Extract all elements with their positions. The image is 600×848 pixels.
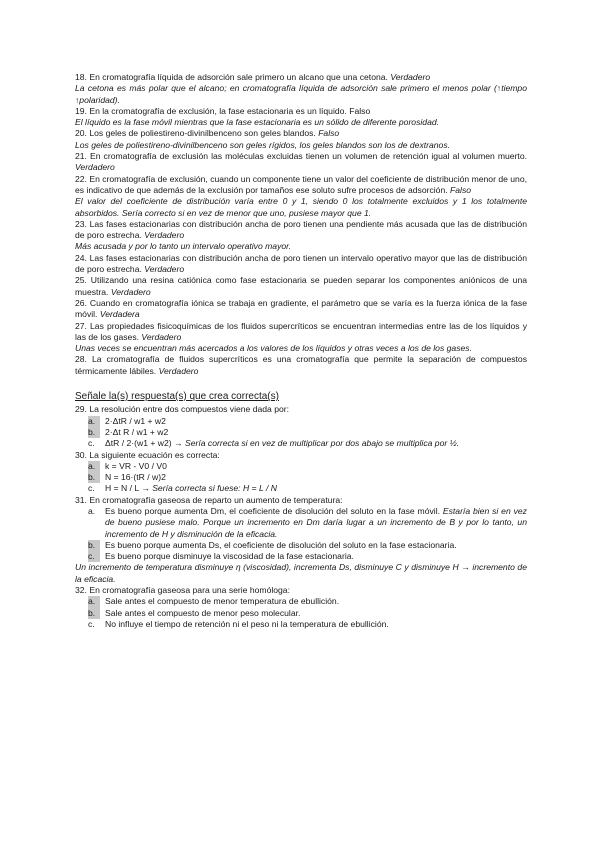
statement-19: 19. En la cromatografía de exclusión, la fase estacionaria es un líquido. Falso (75, 105, 371, 116)
option-text: Es bueno porque aumenta Ds, el coeficiente de disolución del soluto en la fase estacionaria. (105, 539, 457, 550)
option-letter: a. (88, 416, 100, 427)
note-27: Unas veces se encuentran más acercados a los valores de los líquidos y otras veces a los de los gases. (75, 343, 472, 354)
option-30-a (75, 461, 527, 472)
answer-25: Verdadero (110, 286, 151, 297)
statement-20: 20. Los geles de poliestireno-divinilbenceno son geles blandos. Falso (75, 128, 340, 139)
option-note: Estaría bien si en vez de bueno pusiese malo. Porque un incremento en Dm daría lugar a un incremento de B y por lo tanto, un incremento de H y disminución de la eficacia. (105, 505, 527, 539)
option-text: Sale antes el compuesto de menor peso molecular. (105, 607, 301, 618)
option-32-b (75, 608, 527, 619)
option-note: Sería correcta si fuese: H = L / N (152, 483, 277, 494)
option-30-c (75, 483, 527, 494)
option-text: Es bueno porque disminuye la viscosidad de la fase estacionaria. (105, 551, 354, 562)
statement-26: 26. Cuando en cromatografía iónica se trabaja en gradiente, el parámetro que se varía es la fuerza iónica de la fase móvil. Verdadera (75, 297, 527, 320)
option-letter: b. (88, 540, 100, 551)
option-text: 2·Δt R / w1 + w2 (105, 426, 169, 437)
answer-20: Falso (318, 128, 340, 139)
option-31-b (75, 540, 527, 551)
answer-26: Verdadera (99, 309, 140, 320)
option-letter: a. (88, 505, 96, 516)
option-text: k = VR - V0 / V0 (105, 460, 167, 471)
option-31-a (75, 506, 527, 540)
note-23: Más acusada y por lo tanto un intervalo operativo mayor. (75, 241, 292, 252)
option-29-c (75, 438, 527, 449)
answer-27: Verdadero (141, 331, 182, 342)
statement-24: 24. Las fases estacionarias con distribución ancha de poro tienen un intervalo operativo mayor que las de distribución de poro estrecha. Verdadero (75, 252, 527, 275)
option-text: N = 16·(tR / w)2 (105, 472, 166, 483)
question-31: 31. En cromatografía gaseosa de reparto un aumento de temperatura: (75, 494, 343, 505)
option-note: Sería correcta si en vez de multiplicar por dos abajo se multiplica por ½. (185, 438, 460, 449)
answer-22: Falso (450, 184, 472, 195)
answer-21: Verdadero (75, 162, 115, 173)
answer-23: Verdadero (144, 230, 185, 241)
option-letter: c. (88, 483, 95, 494)
option-text: Sale antes el compuesto de menor temperatura de ebullición. (105, 596, 340, 607)
option-letter: c. (88, 551, 100, 562)
option-text: Es bueno porque aumenta Dm, el coeficiente de disolución del soluto en la fase móvil. (105, 505, 440, 516)
question-32: 32. En cromatografía gaseosa para una serie homóloga: (75, 585, 290, 596)
option-letter: a. (88, 596, 100, 607)
option-text: No influye el tiempo de retención ni el peso ni la temperatura de ebullición. (105, 618, 389, 629)
answer-18: Verdadero (390, 72, 431, 82)
statement-23: 23. Las fases estacionarias con distribución ancha de poro tienen una pendiente más acusada que las de distribución de poro estrecha. Verdadero (75, 218, 527, 241)
option-text: H = N / L → (105, 483, 150, 494)
statement-22: 22. En cromatografía de exclusión, cuando un componente tiene un valor del coeficiente de distribución menor de uno, es indicativo de que además de la exclusión por tamaños ese soluto sufre procesos de adsorción. Falso (75, 173, 527, 195)
statement-21: 21. En cromatografía de exclusión las moléculas excluidas tienen un volumen de retención igual al volumen muerto. Verdadero (75, 151, 527, 173)
answer-28: Verdadero (158, 365, 199, 376)
option-29-a (75, 416, 527, 427)
option-letter: a. (88, 461, 100, 472)
option-letter: b. (88, 427, 100, 438)
option-30-b (75, 472, 527, 483)
note-22: El valor del coeficiente de distribución varía entre 0 y 1, siendo 0 los totalmente excluidos y 1 los totalmente absorbidos. Sería correcto si en vez de menor que uno, pusiese mayor que 1. (75, 196, 527, 218)
option-29-b (75, 427, 527, 438)
statement-27: 27. Las propiedades fisicoquímicas de los fluidos supercríticos se encuentran intermedias entre las de los líquidos y las de los gases. Verdadero (75, 320, 527, 342)
statement-28: 28. La cromatografía de fluidos supercríticos es una cromatografía que permite la separación de compuestos térmicamente lábiles. Verdadero (75, 354, 527, 376)
document-content (75, 72, 527, 630)
statement-18: 18. En cromatografía líquida de adsorción sale primero un alcano que una cetona. Verdadero (75, 72, 431, 82)
option-letter: b. (88, 608, 100, 619)
note-18: La cetona es más polar que el alcano; en cromatografía líquida de adsorción sale primero el menos polar (↑tiempo ↑polaridad). (75, 83, 527, 105)
question-30: 30. La siguiente ecuación es correcta: (75, 449, 220, 460)
option-32-c (75, 619, 527, 630)
answer-24: Verdadero (144, 264, 185, 275)
option-text: 2·ΔtR / w1 + w2 (105, 415, 166, 426)
note-19: El líquido es la fase móvil mientras que la fase estacionaria es un sólido de diferente porosidad. (75, 117, 440, 128)
question-29: 29. La resolución entre dos compuestos viene dada por: (75, 404, 290, 415)
footnote-31: Un incremento de temperatura disminuye η (viscosidad), incrementa Ds, disminuye C y disminuye H → incremento de la eficacia. (75, 562, 527, 584)
option-text: ΔtR / 2·(w1 + w2) → (105, 438, 183, 449)
section-title: Señale la(s) respuesta(s) que crea correcta(s) (75, 391, 279, 403)
note-20: Los geles de poliestireno-divinilbenceno son geles rígidos, los geles blandos son los de dextranos. (75, 139, 451, 150)
option-letter: c. (88, 618, 95, 629)
option-31-c (75, 551, 527, 562)
option-letter: c. (88, 438, 95, 449)
option-32-a (75, 596, 527, 607)
option-letter: b. (88, 472, 100, 483)
statement-25: 25. Utilizando una resina catiónica como fase estacionaria se pueden separar los componentes aniónicos de una muestra. Verdadero (75, 275, 527, 297)
